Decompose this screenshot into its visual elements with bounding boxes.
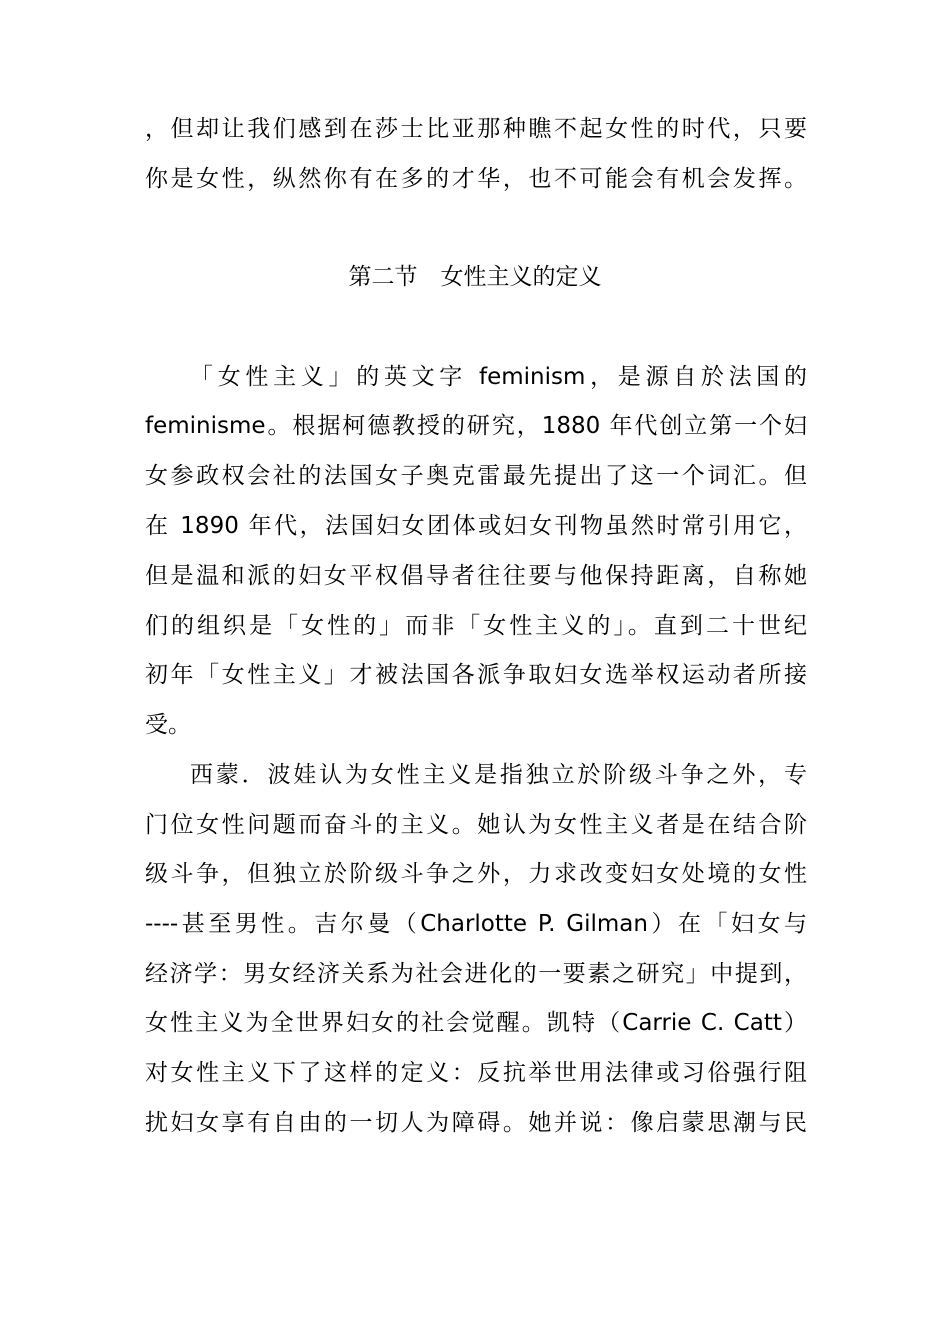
paragraph2-line-8: 扰妇女享有自由的一切人为障碍。她并说：像启蒙思潮与民 [145, 1110, 807, 1136]
paragraph2-line-7: 对女性主义下了这样的定义：反抗举世用法律或习俗强行阻 [145, 1060, 807, 1086]
paragraph1-line-2: feminisme。根据柯德教授的研究，1880 年代创立第一个妇 [145, 413, 807, 439]
paragraph1-line-8: 受。 [145, 712, 191, 738]
paragraph2-line-6: 女性主义为全世界妇女的社会觉醒。凯特（Carrie C. Catt） [145, 1010, 807, 1036]
paragraph1-line-6: 们的组织是「女性的」而非「女性主义的」。直到二十世纪 [145, 613, 807, 639]
paragraph2-line-4: ----甚至男性。吉尔曼（Charlotte P. Gilman）在「妇女与 [145, 911, 807, 937]
paragraph1-line-5: 但是温和派的妇女平权倡导者往往要与他保持距离，自称她 [145, 563, 807, 589]
continuation-line-1: ，但却让我们感到在莎士比亚那种瞧不起女性的时代，只要 [145, 116, 807, 142]
paragraph1-line-7: 初年「女性主义」才被法国各派争取妇女选举权运动者所接 [145, 662, 807, 688]
section-heading: 第二节 女性主义的定义 [348, 264, 602, 290]
paragraph2-line-1: 西蒙．波娃认为女性主义是指独立於阶级斗争之外，专 [190, 762, 807, 788]
paragraph2-line-2: 门位女性问题而奋斗的主义。她认为女性主义者是在结合阶 [145, 812, 807, 838]
continuation-line-2: 你是女性，纵然你有在多的才华，也不可能会有机会发挥。 [145, 166, 807, 192]
paragraph2-line-3: 级斗争，但独立於阶级斗争之外，力求改变妇女处境的女性 [145, 861, 807, 887]
paragraph2-line-5: 经济学：男女经济关系为社会进化的一要素之研究」中提到， [145, 961, 807, 987]
paragraph1-line-4: 在 1890 年代，法国妇女团体或妇女刊物虽然时常引用它， [145, 513, 807, 539]
paragraph1-line-1: 「女性主义」的英文字 feminism，是源自於法国的 [190, 364, 807, 390]
paragraph1-line-3: 女参政权会社的法国女子奥克雷最先提出了这一个词汇。但 [145, 463, 807, 489]
